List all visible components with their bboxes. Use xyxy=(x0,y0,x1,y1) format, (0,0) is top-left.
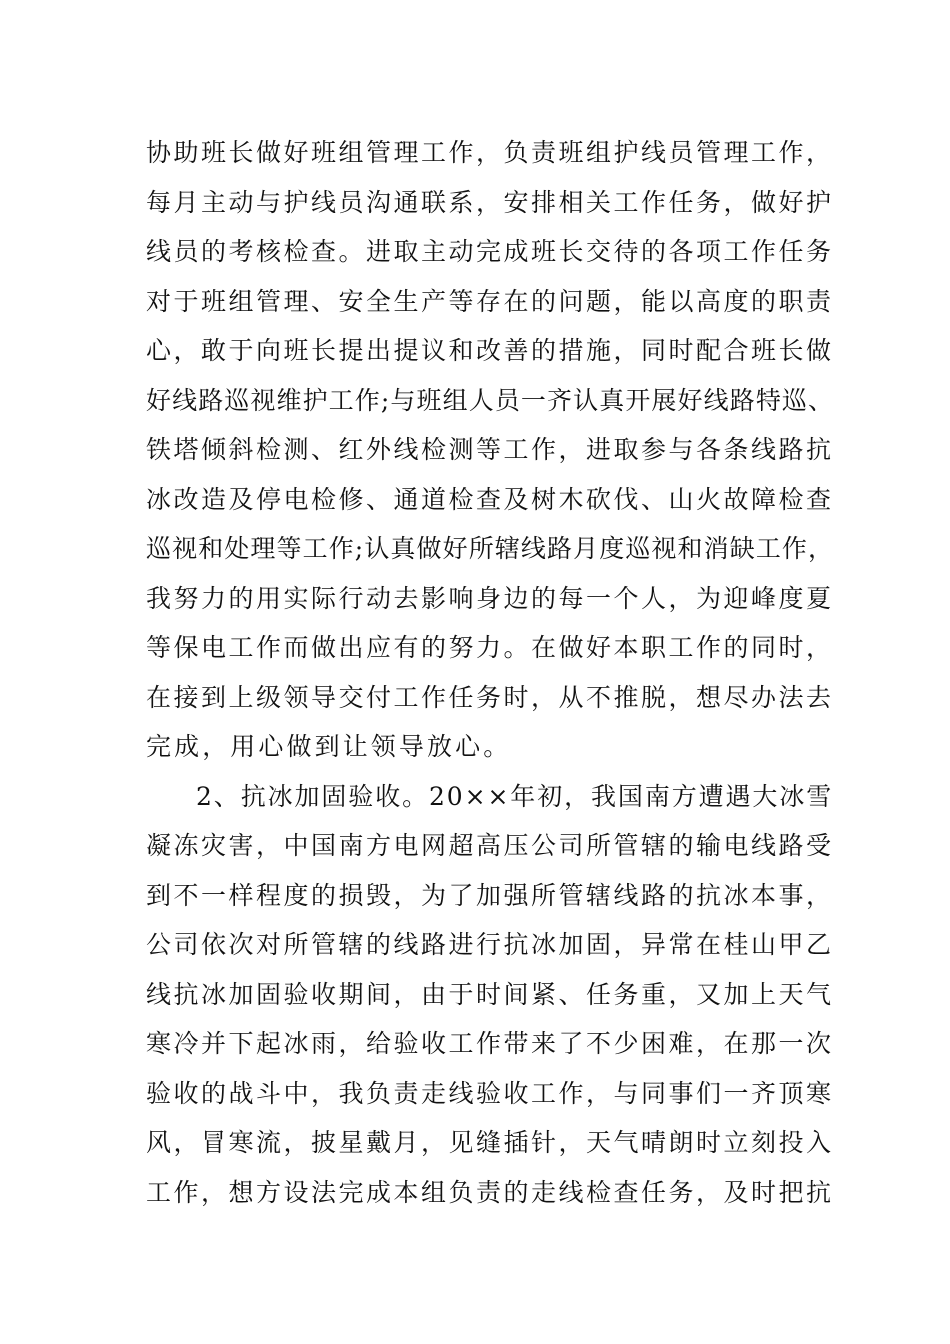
text-line: 每月主动与护线员沟通联系，安排相关工作任务，做好护 xyxy=(146,187,834,217)
text-line: 我努力的用实际行动去影响身边的每一个人，为迎峰度夏 xyxy=(146,583,834,613)
text-line: 风，冒寒流，披星戴月，见缝插针，天气晴朗时立刻投入 xyxy=(146,1128,834,1157)
text-line: 凝冻灾害，中国南方电网超高压公司所管辖的输电线路受 xyxy=(146,831,834,860)
paragraph-start-line: 2、抗冰加固验收。20××年初，我国南方遭遇大冰雪 xyxy=(196,781,834,811)
text-line: 冰改造及停电检修、通道检查及树木砍伐、山火故障检查 xyxy=(146,484,834,514)
body-text xyxy=(146,128,836,1217)
text-line: 完成，用心做到让领导放心。 xyxy=(146,732,512,761)
text-line: 对于班组管理、安全生产等存在的问题，能以高度的职责 xyxy=(146,286,834,316)
text-line: 寒冷并下起冰雨，给验收工作带来了不少困难，在那一次 xyxy=(146,1029,834,1058)
text-line: 线抗冰加固验收期间，由于时间紧、任务重，又加上天气 xyxy=(146,979,834,1009)
text-line: 工作，想方设法完成本组负责的走线检查任务，及时把抗 xyxy=(146,1177,834,1207)
text-line: 铁塔倾斜检测、红外线检测等工作，进取参与各条线路抗 xyxy=(146,435,834,464)
text-line: 线员的考核检查。进取主动完成班长交待的各项工作任务 xyxy=(146,237,834,266)
text-line: 等保电工作而做出应有的努力。在做好本职工作的同时， xyxy=(146,633,834,662)
text-line: 协助班长做好班组管理工作，负责班组护线员管理工作， xyxy=(146,138,834,167)
text-line: 验收的战斗中，我负责走线验收工作，与同事们一齐顶寒 xyxy=(146,1078,834,1108)
text-line: 公司依次对所管辖的线路进行抗冰加固，异常在桂山甲乙 xyxy=(146,930,834,959)
text-line: 到不一样程度的损毁，为了加强所管辖线路的抗冰本事， xyxy=(146,880,834,910)
text-line: 在接到上级领导交付工作任务时，从不推脱，想尽办法去 xyxy=(146,682,834,712)
text-line: 好线路巡视维护工作;与班组人员一齐认真开展好线路特巡、 xyxy=(146,385,835,415)
text-line: 巡视和处理等工作;认真做好所辖线路月度巡视和消缺工作， xyxy=(146,534,835,563)
text-line: 心，敢于向班长提出提议和改善的措施，同时配合班长做 xyxy=(146,336,834,365)
